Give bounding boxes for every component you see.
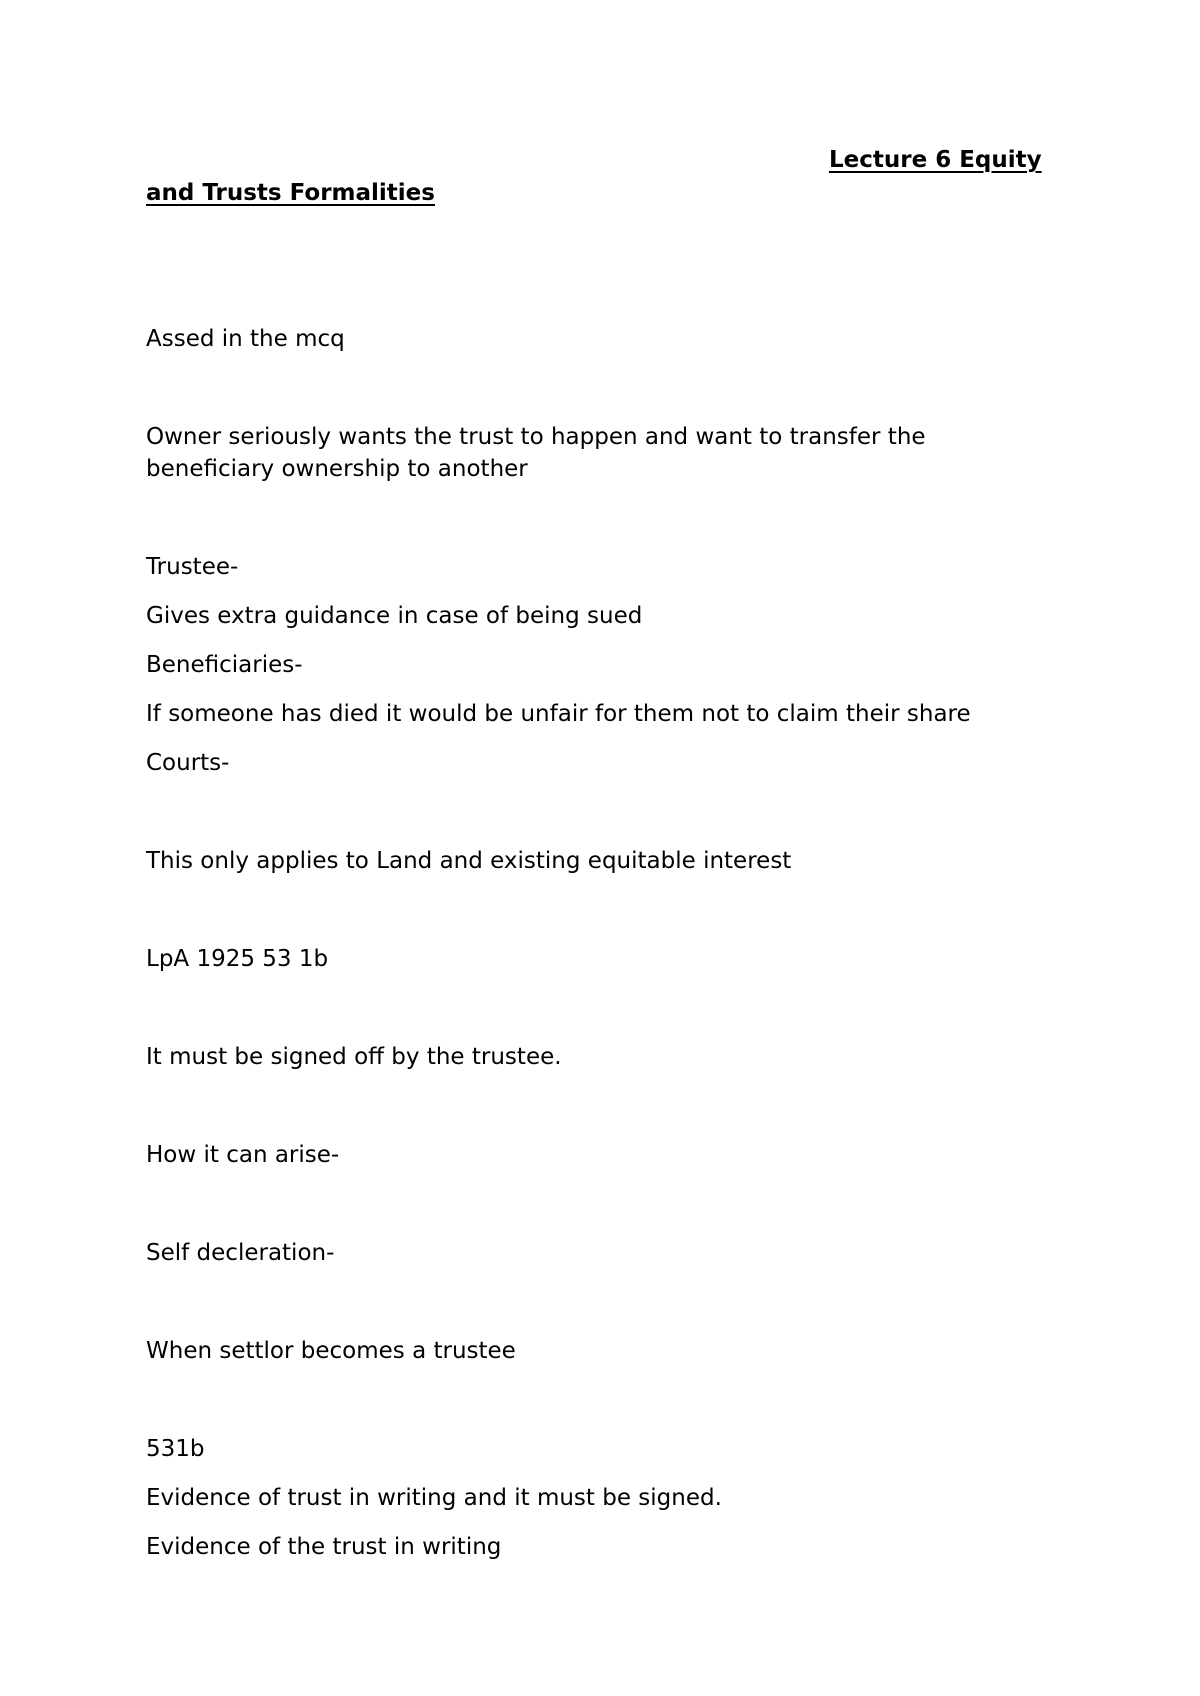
paragraph: Owner seriously wants the trust to happen and want to transfer the [146,424,926,450]
paragraph: Beneficiaries- [146,652,303,678]
paragraph: Self decleration- [146,1240,335,1266]
paragraph: Assed in the mcq [146,326,345,352]
paragraph: Evidence of trust in writing and it must be signed. [146,1485,722,1511]
paragraph: Evidence of the trust in writing [146,1534,502,1560]
paragraph: How it can arise- [146,1142,340,1168]
paragraph: It must be signed off by the trustee. [146,1044,562,1070]
paragraph: Trustee- [146,554,239,580]
document-title-line-1: Lecture 6 Equity [829,147,1042,173]
paragraph: 531b [146,1436,205,1462]
paragraph: Courts- [146,750,230,776]
paragraph: beneficiary ownership to another [146,456,528,482]
paragraph: LpA 1925 53 1b [146,946,329,972]
paragraph: If someone has died it would be unfair for them not to claim their share [146,701,971,727]
paragraph: Gives extra guidance in case of being sued [146,603,643,629]
paragraph: This only applies to Land and existing equitable interest [146,848,792,874]
document-title-line-2: and Trusts Formalities [146,180,435,206]
paragraph: When settlor becomes a trustee [146,1338,516,1364]
